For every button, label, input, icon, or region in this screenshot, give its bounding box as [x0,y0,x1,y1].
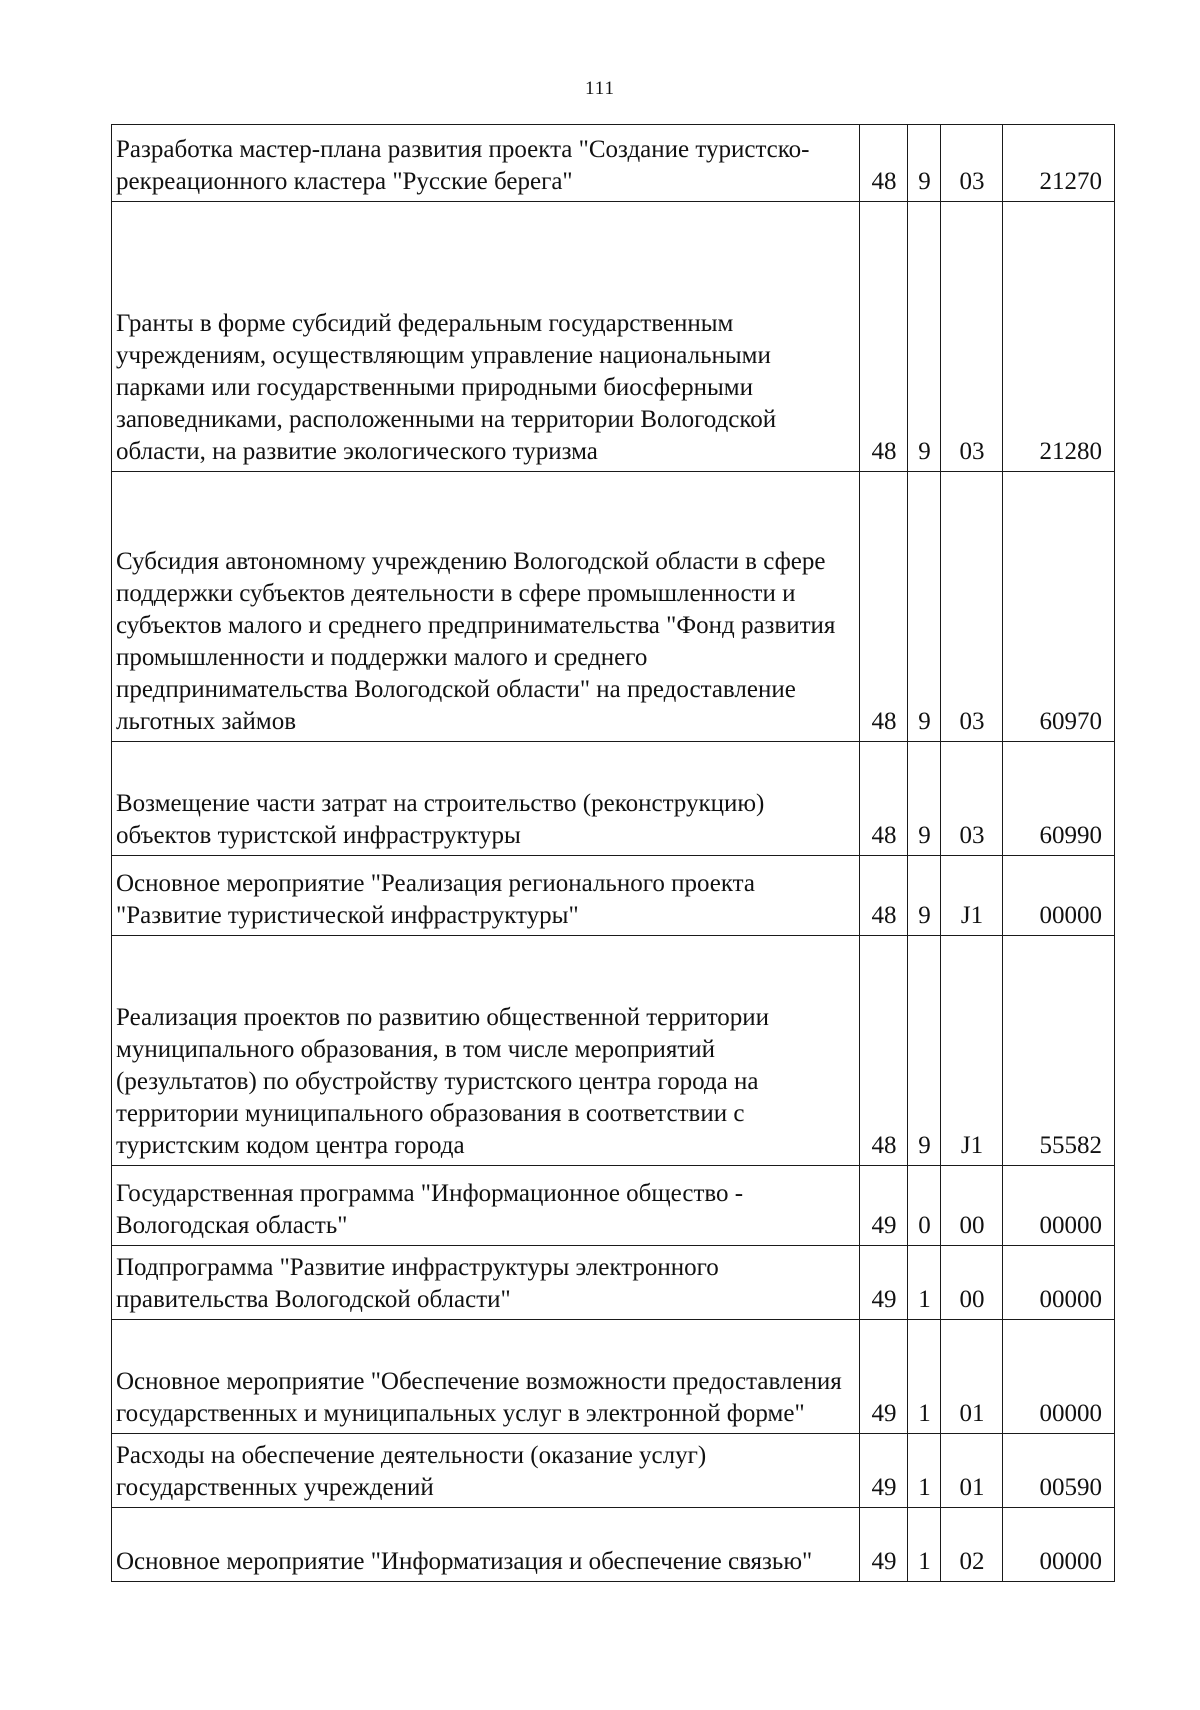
row-description-cell [112,1434,860,1508]
event-code-cell: 01 [941,1320,1003,1434]
table-row [112,1434,1115,1508]
row-description-cell [112,1508,860,1582]
subprogram-code-cell: 1 [908,1434,941,1508]
event-code-cell: 03 [941,742,1003,856]
program-code-cell: 49 [860,1434,908,1508]
program-code-cell: 48 [860,936,908,1166]
direction-code-cell: 00590 [1003,1434,1115,1508]
direction-code-cell: 00000 [1003,1320,1115,1434]
program-code-cell: 49 [860,1508,908,1582]
direction-code-cell: 00000 [1003,1166,1115,1246]
table-row [112,1166,1115,1246]
table-row [112,472,1115,742]
subprogram-code-cell: 1 [908,1246,941,1320]
row-description-cell [112,472,860,742]
event-code-cell: 03 [941,472,1003,742]
program-code-cell: 48 [860,202,908,472]
subprogram-code-cell: 9 [908,936,941,1166]
table-row [112,125,1115,202]
program-code-cell: 48 [860,742,908,856]
subprogram-code-cell: 0 [908,1166,941,1246]
row-description: Расходы на обеспечение деятельности (оказание услуг) государственных учреждений [116,1442,707,1501]
event-code-cell: J1 [941,856,1003,936]
row-description: Разработка мастер-плана развития проекта "Создание туристско-рекреационного кластера "Русские берега" [116,136,810,195]
row-description-cell [112,202,860,472]
event-code-cell: 03 [941,125,1003,202]
direction-code-cell: 00000 [1003,1508,1115,1582]
row-description: Основное мероприятие "Обеспечение возможности предоставления государственных и муниципальных услуг в электронной форме" [116,1368,842,1427]
event-code-cell: 00 [941,1246,1003,1320]
program-code-cell: 48 [860,856,908,936]
subprogram-code-cell: 9 [908,202,941,472]
program-code-cell: 49 [860,1320,908,1434]
direction-code-cell: 00000 [1003,1246,1115,1320]
row-description: Основное мероприятие "Реализация регионального проекта "Развитие туристической инфраструктуры" [116,870,756,929]
row-description: Основное мероприятие "Информатизация и обеспечение связью" [116,1548,813,1575]
direction-code-cell: 60990 [1003,742,1115,856]
row-description-cell [112,125,860,202]
subprogram-code-cell: 9 [908,125,941,202]
direction-code-cell: 21270 [1003,125,1115,202]
program-code-cell: 49 [860,1246,908,1320]
row-description: Субсидия автономному учреждению Вологодской области в сфере поддержки субъектов деятельности в сфере промышленности и субъектов малого и среднего предпринимательства "Фонд развития промышленности и поддержки малого и среднего предпринимательства Вологодской области" на предоставление льготных займов [116,548,836,735]
table-row [112,856,1115,936]
table-row [112,1508,1115,1582]
row-description-cell [112,1166,860,1246]
direction-code-cell: 00000 [1003,856,1115,936]
row-description: Возмещение части затрат на строительство (реконструкцию) объектов туристской инфраструктуры [116,790,765,849]
subprogram-code-cell: 9 [908,472,941,742]
table-row [112,1246,1115,1320]
subprogram-code-cell: 1 [908,1320,941,1434]
event-code-cell: 02 [941,1508,1003,1582]
table-row [112,202,1115,472]
event-code-cell: 00 [941,1166,1003,1246]
program-code-cell: 49 [860,1166,908,1246]
direction-code-cell: 21280 [1003,202,1115,472]
table-row [112,1320,1115,1434]
row-description-cell [112,1320,860,1434]
program-code-cell: 48 [860,125,908,202]
row-description: Гранты в форме субсидий федеральным государственным учреждениям, осуществляющим управление национальными парками или государственными природными биосферными заповедниками, расположенными на территории Вологодской области, на развитие экологического туризма [116,310,777,465]
direction-code-cell: 55582 [1003,936,1115,1166]
subprogram-code-cell: 9 [908,742,941,856]
budget-classification-table [111,124,1115,1582]
row-description: Государственная программа "Информационное общество - Вологодская область" [116,1180,744,1239]
event-code-cell: 01 [941,1434,1003,1508]
subprogram-code-cell: 1 [908,1508,941,1582]
row-description-cell [112,936,860,1166]
row-description: Реализация проектов по развитию общественной территории муниципального образования, в том числе мероприятий (результатов) по обустройству туристского центра города на территории муниципального образования в соответствии с туристским кодом центра города [116,1004,769,1159]
row-description-cell [112,1246,860,1320]
direction-code-cell: 60970 [1003,472,1115,742]
row-description: Подпрограмма "Развитие инфраструктуры электронного правительства Вологодской области" [116,1254,719,1313]
event-code-cell: J1 [941,936,1003,1166]
table-row [112,742,1115,856]
program-code-cell: 48 [860,472,908,742]
page-number: 111 [584,78,616,99]
event-code-cell: 03 [941,202,1003,472]
row-description-cell [112,742,860,856]
row-description-cell [112,856,860,936]
subprogram-code-cell: 9 [908,856,941,936]
table-row [112,936,1115,1166]
